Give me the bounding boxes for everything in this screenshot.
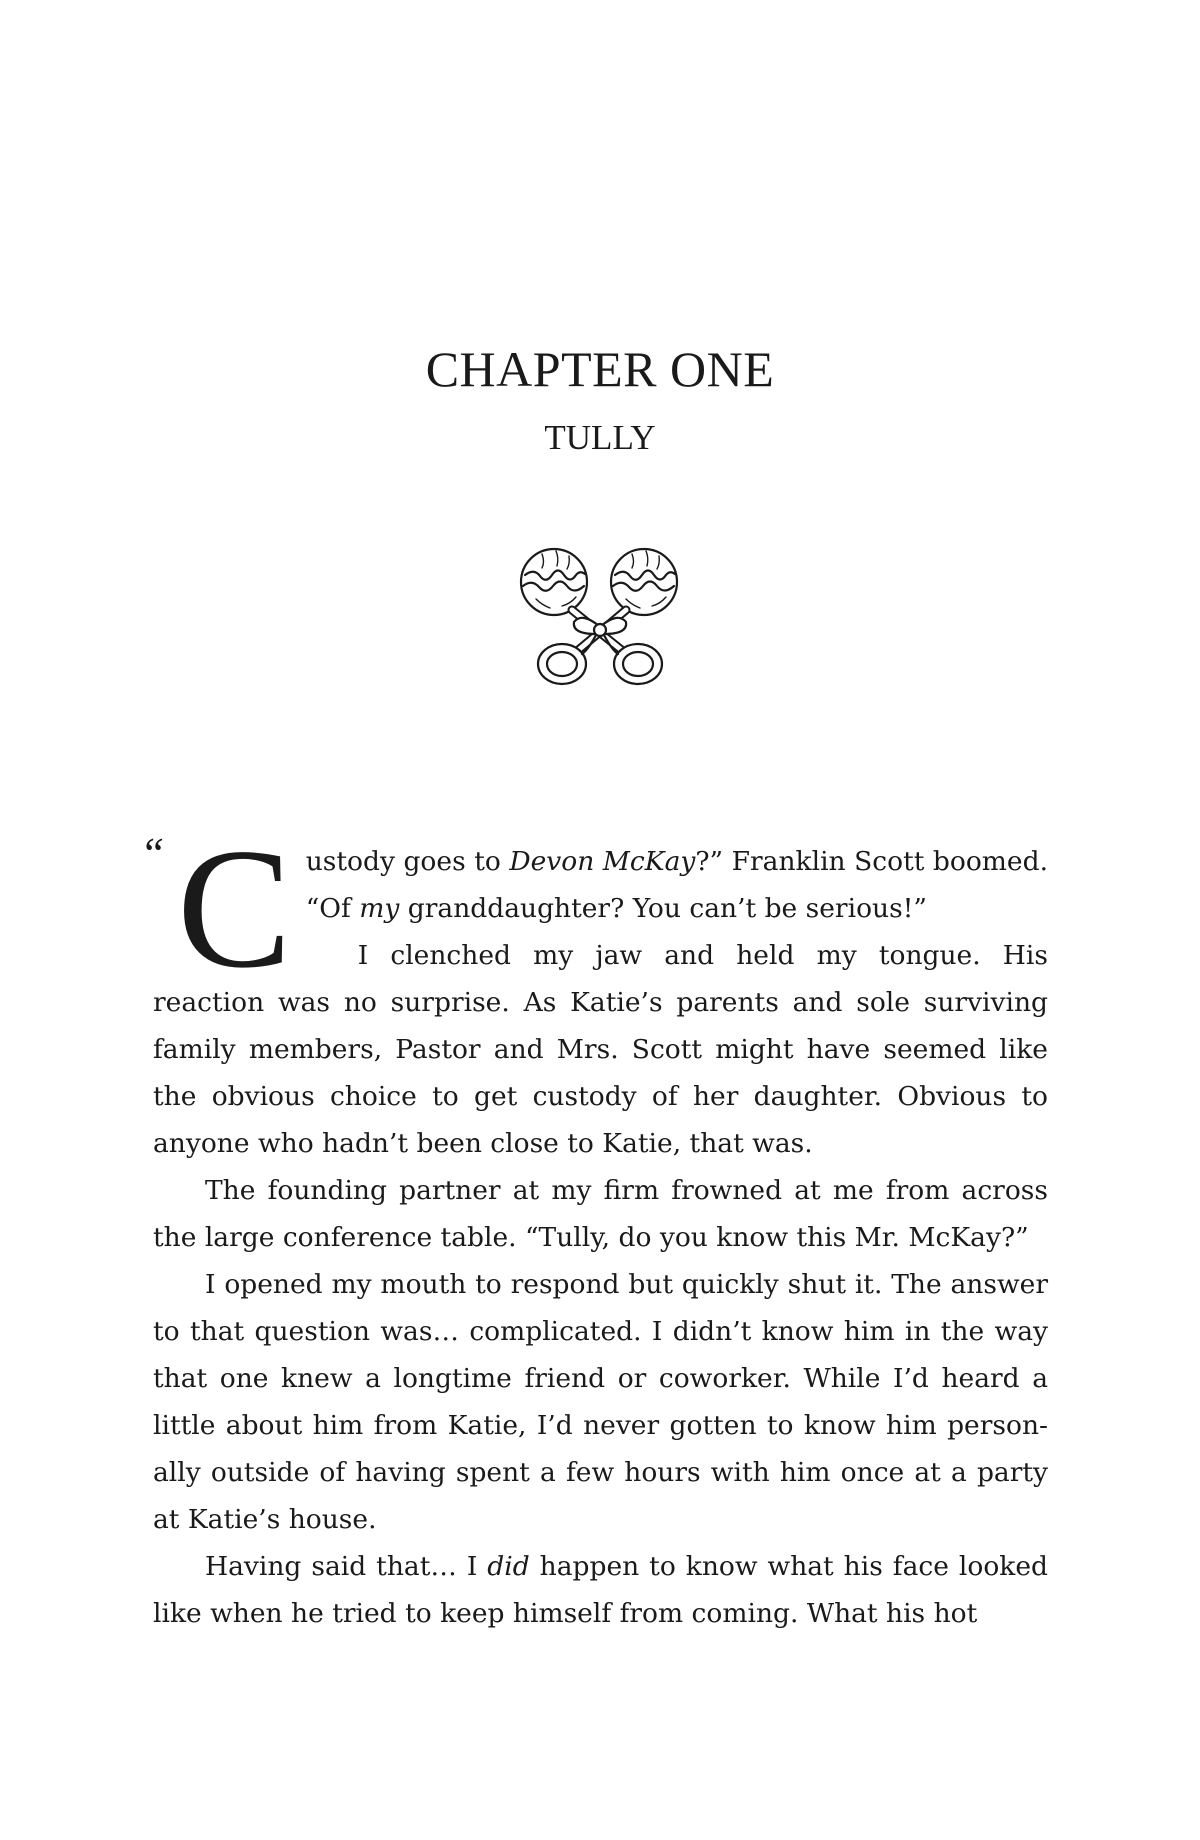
p1-emphasis-a: Devon McKay [509,846,696,877]
drop-cap: C [177,814,292,1004]
chapter-body [140,814,1049,1637]
p5-emphasis: did [487,1551,530,1582]
paragraph-2: I clenched my jaw and held my tongue. His reaction was no surprise. As Katie’s parents and sole surviving family members, Pastor and Mrs. Scott might have seemed like the obvious choice to get custody of her daughter. Obvious to anyone who hadn’t been close to Katie, that was. [153,940,1048,1159]
p5-text-a: Having said that… I [205,1551,488,1582]
opening-quote-mark: “ [140,829,165,878]
chapter-subtitle: TULLY [544,418,656,457]
paragraph-5 [153,1543,1048,1637]
p5-text-b: happen to know what his face looked like when he tried to keep himself from coming. What his hot [153,1551,1048,1629]
p1-text-b: ?” Franklin Scott boomed. “Of [305,846,1049,924]
paragraph-3: The founding partner at my firm frowned at me from across the large conference table. “Tully, do you know this Mr. McKay?” [153,1175,1048,1253]
p1-text-c: granddaughter? You can’t be serious!” [399,893,927,924]
p1-emphasis-b: my [359,893,400,924]
p1-text-a: ustody goes to [305,846,510,877]
chapter-title: CHAPTER ONE [425,341,775,397]
crossed-baby-rattles-icon [512,542,688,692]
paragraph-4: I opened my mouth to respond but quickly shut it. The answer to that question was… complicated. I didn’t know him in the way that one knew a longtime friend or coworker. While I’d heard a little about him from Katie, I’d never gotten to know him personally outside of having spent a few hours with him once at a party at Katie’s house. [153,1269,1048,1535]
paragraph-1 [140,814,1049,1004]
